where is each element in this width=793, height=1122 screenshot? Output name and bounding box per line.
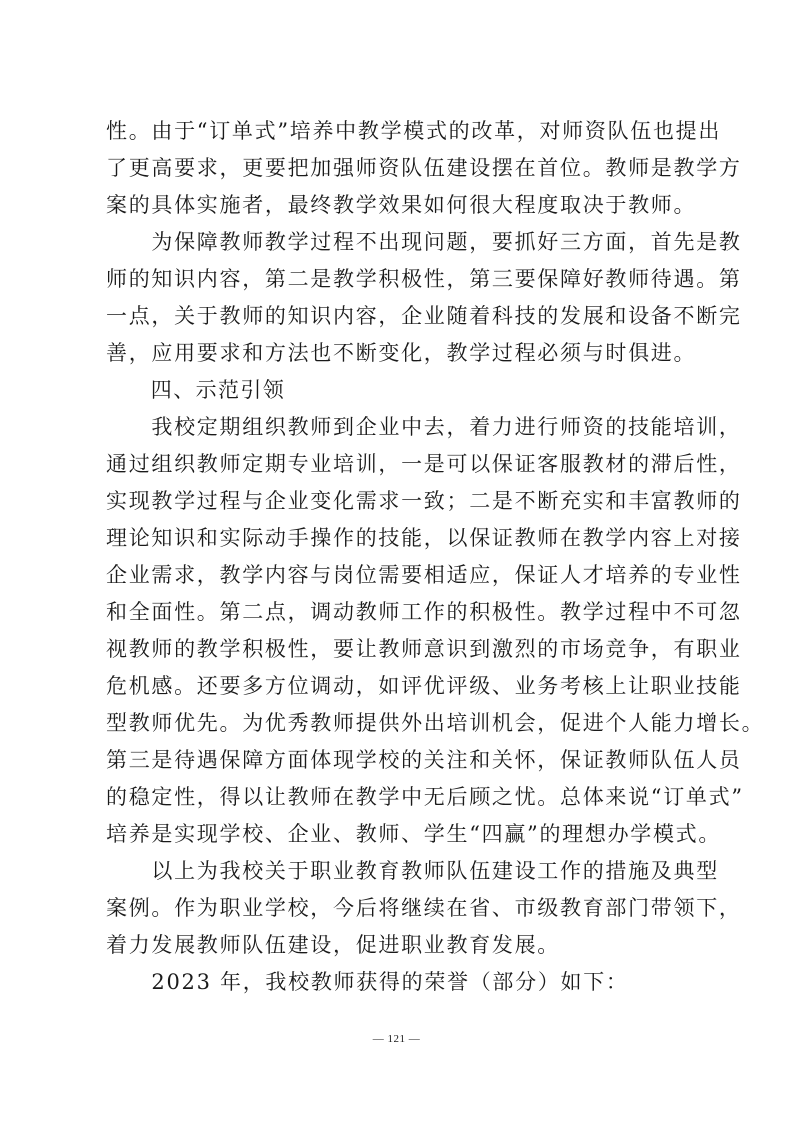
paragraph-line: 案的具体实施者，最终教学效果如何很大程度取决于教师。 [106,193,697,217]
paragraph-line: 案例。作为职业学校，今后将继续在省、市级教育部门带领下， [106,896,742,920]
paragraph-line: 为保障教师教学过程不出现问题，要抓好三方面，首先是教 [106,230,742,254]
paragraph-line: 视教师的教学积极性，要让教师意识到激烈的市场竞争，有职业 [106,637,742,661]
page-number: — 121 — [372,1033,421,1045]
paragraph-line: 着力发展教师队伍建设，促进职业教育发展。 [106,933,560,957]
paragraph-line: 的稳定性，得以让教师在教学中无后顾之忧。总体来说“订单式” [106,785,744,809]
paragraph-line: 危机感。还要多方位调动，如评优评级、业务考核上让职业技能 [106,674,742,698]
paragraph-line: 2023 年，我校教师获得的荣誉（部分）如下： [106,970,629,994]
paragraph-line: 通过组织教师定期专业培训，一是可以保证客服教材的滞后性， [106,452,742,476]
paragraph-line: 善，应用要求和方法也不断变化，教学过程必须与时俱进。 [106,341,697,365]
paragraph-line: 培养是实现学校、企业、教师、学生“四赢”的理想办学模式。 [106,822,722,846]
paragraph-line: 我校定期组织教师到企业中去，着力进行师资的技能培训， [106,415,742,439]
paragraph-line: 实现教学过程与企业变化需求一致；二是不断充实和丰富教师的 [106,489,742,513]
paragraph-line: 和全面性。第二点，调动教师工作的积极性。教学过程中不可忽 [106,600,742,624]
paragraph-line: 以上为我校关于职业教育教师队伍建设工作的措施及典型 [106,859,719,883]
paragraph-line: 一点，关于教师的知识内容，企业随着科技的发展和设备不断完 [106,304,742,328]
paragraph-line: 型教师优先。为优秀教师提供外出培训机会，促进个人能力增长。 [106,711,765,735]
paragraph-line: 理论知识和实际动手操作的技能，以保证教师在教学内容上对接 [106,526,742,550]
paragraph-line: 师的知识内容，第二是教学积极性，第三要保障好教师待遇。第 [106,267,742,291]
paragraph-line: 性。由于“订单式”培养中教学模式的改革，对师资队伍也提出 [106,119,722,143]
section-heading: 四、示范引领 [106,378,286,402]
paragraph-line: 了更高要求，更要把加强师资队伍建设摆在首位。教师是教学方 [106,156,742,180]
paragraph-line: 企业需求，教学内容与岗位需要相适应，保证人才培养的专业性 [106,563,742,587]
paragraph-line: 第三是待遇保障方面体现学校的关注和关怀，保证教师队伍人员 [106,748,742,772]
